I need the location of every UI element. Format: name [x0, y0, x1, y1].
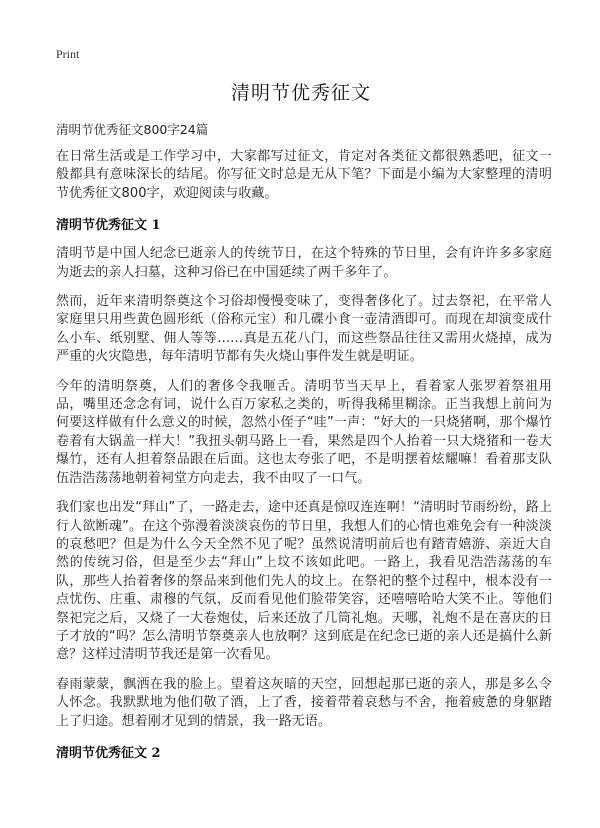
print-link[interactable]: Print: [56, 47, 80, 61]
paragraph: 然而，近年来清明祭奠这个习俗却慢慢变味了，变得奢侈化了。过去祭祀，在平常人家庭里只用些黄色圆形纸（俗称元宝）和几碟小食一壶清酒即可。而现在却演变成什么小车、纸别墅、佣人等等……真是五花八门，而这些祭品往往又需用火烧掉，成为严重的火灾隐患，每年清明节都有失火烧山事件发生就是明证。: [56, 294, 552, 365]
paragraph: 清明节是中国人纪念已逝亲人的传统节日，在这个特殊的节日里，会有许许多多家庭为逝去的亲人扫墓，这种习俗已在中国延续了两千多年了。: [56, 246, 552, 280]
paragraph: 我们家也出发“拜山”了，一路走去，途中还真是惊叹连连啊！“清明时节雨纷纷，路上行人欲断魂”。在这个弥漫着淡淡哀伤的节日里，我想人们的心情也难免会有一种淡淡的哀愁吧？但是为什么今天全然不见了呢？虽然说清明前后也有踏青嬉游、亲近大自然的传统习俗，但是至少去“拜山”上坟不该如此吧。一路上，我看见浩浩荡荡的车队，那些人抬着奢侈的祭品来到他们先人的坟上。在祭祀的整个过程中，根本没有一点忧伤、庄重、肃穆的气氛，反而看见他们脸带笑容，还嘻嘻哈哈大笑不止。等他们祭祀完之后，又烧了一大卷炮仗，后来还放了几筒礼炮。天哪，礼炮不是在喜庆的日子才放的“吗？怎么清明节祭奠亲人也放啊？这到底是在纪念已逝的亲人还是搞什么新意？这样过清明节我还是第一次看见。: [56, 500, 552, 663]
paragraph: 今年的清明祭奠，人们的奢侈令我咂舌。清明节当天早上，看着家人张罗着祭祖用品，嘴里还念念有词，说什么百万家私之类的，听得我稀里糊涂。正当我想上前问为何要这样做有什么意义的时候，忽然小侄子“哇”一声：“好大的一只烧猪啊，那个爆竹卷着有大锅盖一样大！”我扭头朝马路上一看，果然是四个人抬着一只大烧猪和一卷大爆竹，还有人担着祭品跟在后面。这也太夸张了吧，不是明摆着炫耀嘛！看着那支队伍浩浩荡荡地朝着祠堂方向走去，我不由叹了一口气。: [56, 378, 552, 486]
subtitle: 清明节优秀征文800字24篇: [56, 122, 209, 137]
section-heading-1: 清明节优秀征文 1: [56, 218, 161, 234]
paragraph: 春雨蒙蒙，飘洒在我的脸上。望着这灰暗的天空，回想起那已逝的亲人，那是多么令人怀念。我默默地为他们敬了酒，上了香，接着带着哀愁与不舍，拖着疲惫的身躯踏上了归途。想着刚才见到的情景，我一路无语。: [56, 676, 552, 729]
intro-paragraph: 在日常生活或是工作学习中，大家都写过征文，肯定对各类征文都很熟悉吧，征文一般都具有意味深长的结尾。你写征文时总是无从下笔？下面是小编为大家整理的清明节优秀征文800字，欢迎阅读与收藏。: [56, 149, 552, 201]
page-title: 清明节优秀征文: [230, 82, 371, 104]
article-body: [56, 148, 552, 773]
section-heading-2: 清明节优秀征文 2: [56, 745, 161, 761]
